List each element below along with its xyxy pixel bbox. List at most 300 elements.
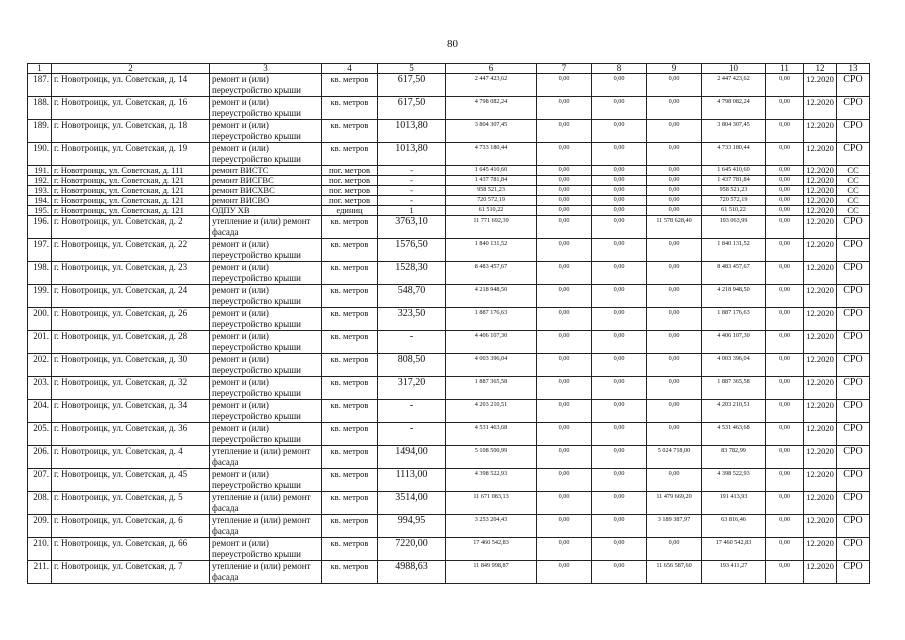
deadline-cell: 12.2020 [804,377,837,400]
subsidy-cell: 0,00 [647,400,702,423]
deadline-cell: 12.2020 [804,331,837,354]
deadline-cell: 12.2020 [804,216,837,239]
budget-cell: 0,00 [592,469,647,492]
other-funds-cell: 0,00 [766,492,804,515]
quantity-cell: - [378,196,446,206]
address-cell: г. Новотроицк, ул. Советская, д. 66 [52,538,210,561]
source-cell: СРО [837,285,870,308]
total-cost-cell: 1 887 176,63 [446,308,537,331]
column-number: 12 [804,64,837,74]
subsidy-cell: 0,00 [647,285,702,308]
fund-cell: 0,00 [537,74,592,97]
table-row [28,515,870,538]
table-row [28,561,870,584]
source-cell: СРО [837,216,870,239]
other-funds-cell: 0,00 [766,354,804,377]
total-cost-cell: 11 671 083,13 [446,492,537,515]
total-cost-cell: 17 460 542,83 [446,538,537,561]
owner-funds-cell: 958 521,23 [702,186,766,196]
budget-cell: 0,00 [592,538,647,561]
work-type-cell: ремонт и (или) переустройство крыши [210,354,322,377]
quantity-cell: 3514,00 [378,492,446,515]
source-cell: СРО [837,74,870,97]
address-cell: г. Новотроицк, ул. Советская, д. 16 [52,97,210,120]
work-type-cell: утепление и (или) ремонт фасада [210,446,322,469]
subsidy-cell: 0,00 [647,74,702,97]
source-cell: СРО [837,308,870,331]
deadline-cell: 12.2020 [804,120,837,143]
budget-cell: 0,00 [592,492,647,515]
deadline-cell: 12.2020 [804,423,837,446]
unit-cell: кв. метров [322,538,378,561]
row-number: 198. [28,262,52,285]
work-type-cell: ремонт и (или) переустройство крыши [210,400,322,423]
unit-cell: пог. метров [322,196,378,206]
total-cost-cell: 4 406 107,30 [446,331,537,354]
fund-cell: 0,00 [537,308,592,331]
row-number: 209. [28,515,52,538]
unit-cell: кв. метров [322,239,378,262]
row-number: 196. [28,216,52,239]
other-funds-cell: 0,00 [766,186,804,196]
unit-cell: кв. метров [322,331,378,354]
quantity-cell: 1113,00 [378,469,446,492]
source-cell: СС [837,166,870,176]
unit-cell: кв. метров [322,285,378,308]
total-cost-cell: 3 804 307,45 [446,120,537,143]
fund-cell: 0,00 [537,538,592,561]
unit-cell: кв. метров [322,216,378,239]
address-cell: г. Новотроицк, ул. Советская, д. 28 [52,331,210,354]
subsidy-cell: 0,00 [647,166,702,176]
row-number: 189. [28,120,52,143]
subsidy-cell: 5 024 718,00 [647,446,702,469]
total-cost-cell: 4 398 522,93 [446,469,537,492]
quantity-cell: - [378,166,446,176]
column-number: 7 [537,64,592,74]
total-cost-cell: 61 510,22 [446,206,537,216]
owner-funds-cell: 4 531 463,68 [702,423,766,446]
source-cell: СРО [837,400,870,423]
address-cell: г. Новотроицк, ул. Советская, д. 18 [52,120,210,143]
total-cost-cell: 4 003 396,04 [446,354,537,377]
other-funds-cell: 0,00 [766,120,804,143]
other-funds-cell: 0,00 [766,239,804,262]
work-type-cell: ремонт и (или) переустройство крыши [210,377,322,400]
total-cost-cell: 4 733 180,44 [446,143,537,166]
total-cost-cell: 11 771 692,39 [446,216,537,239]
table-row [28,196,870,206]
fund-cell: 0,00 [537,446,592,469]
budget-cell: 0,00 [592,446,647,469]
quantity-cell: 1494,00 [378,446,446,469]
other-funds-cell: 0,00 [766,176,804,186]
owner-funds-cell: 83 782,99 [702,446,766,469]
other-funds-cell: 0,00 [766,308,804,331]
work-type-cell: утепление и (или) ремонт фасада [210,216,322,239]
work-type-cell: утепление и (или) ремонт фасада [210,561,322,584]
address-cell: г. Новотроицк, ул. Советская, д. 4 [52,446,210,469]
address-cell: г. Новотроицк, ул. Советская, д. 22 [52,239,210,262]
quantity-cell: 1 [378,206,446,216]
row-number: 208. [28,492,52,515]
other-funds-cell: 0,00 [766,446,804,469]
quantity-cell: - [378,423,446,446]
fund-cell: 0,00 [537,515,592,538]
other-funds-cell: 0,00 [766,74,804,97]
total-cost-cell: 1 887 365,58 [446,377,537,400]
subsidy-cell: 11 479 669,20 [647,492,702,515]
deadline-cell: 12.2020 [804,239,837,262]
fund-cell: 0,00 [537,186,592,196]
source-cell: СС [837,206,870,216]
address-cell: г. Новотроицк, ул. Советская, д. 19 [52,143,210,166]
unit-cell: пог. метров [322,176,378,186]
unit-cell: кв. метров [322,143,378,166]
other-funds-cell: 0,00 [766,206,804,216]
budget-cell: 0,00 [592,423,647,446]
deadline-cell: 12.2020 [804,446,837,469]
table-row [28,423,870,446]
subsidy-cell: 11 656 587,60 [647,561,702,584]
subsidy-cell: 3 189 387,97 [647,515,702,538]
budget-cell: 0,00 [592,97,647,120]
owner-funds-cell: 4 733 180,44 [702,143,766,166]
quantity-cell: - [378,186,446,196]
budget-cell: 0,00 [592,377,647,400]
table-row [28,492,870,515]
total-cost-cell: 11 849 998,87 [446,561,537,584]
address-cell: г. Новотроицк, ул. Советская, д. 7 [52,561,210,584]
fund-cell: 0,00 [537,492,592,515]
subsidy-cell: 0,00 [647,308,702,331]
source-cell: СРО [837,492,870,515]
table-row [28,186,870,196]
column-number: 11 [766,64,804,74]
fund-cell: 0,00 [537,400,592,423]
deadline-cell: 12.2020 [804,492,837,515]
total-cost-cell: 1 840 131,52 [446,239,537,262]
source-cell: СРО [837,538,870,561]
address-cell: г. Новотроицк, ул. Советская, д. 23 [52,262,210,285]
unit-cell: кв. метров [322,400,378,423]
total-cost-cell: 5 108 500,99 [446,446,537,469]
column-number: 2 [52,64,210,74]
work-type-cell: утепление и (или) ремонт фасада [210,515,322,538]
owner-funds-cell: 4 203 210,51 [702,400,766,423]
unit-cell: кв. метров [322,97,378,120]
row-number: 195. [28,206,52,216]
total-cost-cell: 4 531 463,68 [446,423,537,446]
deadline-cell: 12.2020 [804,308,837,331]
work-type-cell: ремонт и (или) переустройство крыши [210,308,322,331]
source-cell: СРО [837,561,870,584]
row-number: 199. [28,285,52,308]
total-cost-cell: 720 572,19 [446,196,537,206]
total-cost-cell: 8 483 457,67 [446,262,537,285]
budget-cell: 0,00 [592,166,647,176]
table-row [28,377,870,400]
column-number-row [28,64,870,74]
subsidy-cell: 0,00 [647,120,702,143]
unit-cell: кв. метров [322,120,378,143]
subsidy-cell: 0,00 [647,143,702,166]
row-number: 211. [28,561,52,584]
deadline-cell: 12.2020 [804,143,837,166]
budget-cell: 0,00 [592,239,647,262]
deadline-cell: 12.2020 [804,166,837,176]
quantity-cell: 323,50 [378,308,446,331]
budget-cell: 0,00 [592,262,647,285]
address-cell: г. Новотроицк, ул. Советская, д. 14 [52,74,210,97]
row-number: 192. [28,176,52,186]
owner-funds-cell: 17 460 542,83 [702,538,766,561]
source-cell: СРО [837,120,870,143]
row-number: 210. [28,538,52,561]
subsidy-cell: 0,00 [647,97,702,120]
deadline-cell: 12.2020 [804,176,837,186]
work-type-cell: ремонт и (или) переустройство крыши [210,143,322,166]
subsidy-cell: 0,00 [647,239,702,262]
row-number: 201. [28,331,52,354]
subsidy-cell: 0,00 [647,262,702,285]
page-number: 80 [447,38,458,50]
other-funds-cell: 0,00 [766,143,804,166]
table-row [28,446,870,469]
row-number: 187. [28,74,52,97]
source-cell: СРО [837,423,870,446]
other-funds-cell: 0,00 [766,216,804,239]
address-cell: г. Новотроицк, ул. Советская, д. 24 [52,285,210,308]
column-number: 10 [702,64,766,74]
deadline-cell: 12.2020 [804,285,837,308]
source-cell: СРО [837,97,870,120]
address-cell: г. Новотроицк, ул. Советская, д. 111 [52,166,210,176]
fund-cell: 0,00 [537,166,592,176]
unit-cell: кв. метров [322,262,378,285]
table-row [28,166,870,176]
row-number: 200. [28,308,52,331]
table-row [28,143,870,166]
table-row [28,354,870,377]
source-cell: СРО [837,354,870,377]
quantity-cell: 617,50 [378,74,446,97]
table-row [28,262,870,285]
fund-cell: 0,00 [537,143,592,166]
row-number: 204. [28,400,52,423]
unit-cell: кв. метров [322,354,378,377]
total-cost-cell: 2 447 423,62 [446,74,537,97]
owner-funds-cell: 1 887 365,58 [702,377,766,400]
quantity-cell: 317,20 [378,377,446,400]
quantity-cell: - [378,400,446,423]
quantity-cell: 994,95 [378,515,446,538]
budget-cell: 0,00 [592,206,647,216]
budget-cell: 0,00 [592,196,647,206]
address-cell: г. Новотроицк, ул. Советская, д. 26 [52,308,210,331]
subsidy-cell: 0,00 [647,469,702,492]
budget-cell: 0,00 [592,515,647,538]
work-type-cell: ремонт ВИСТС [210,166,322,176]
source-cell: СРО [837,239,870,262]
unit-cell: кв. метров [322,423,378,446]
fund-cell: 0,00 [537,196,592,206]
budget-cell: 0,00 [592,143,647,166]
address-cell: г. Новотроицк, ул. Советская, д. 6 [52,515,210,538]
address-cell: г. Новотроицк, ул. Советская, д. 2 [52,216,210,239]
budget-cell: 0,00 [592,120,647,143]
subsidy-cell: 0,00 [647,331,702,354]
source-cell: СС [837,176,870,186]
column-number: 8 [592,64,647,74]
owner-funds-cell: 193 063,99 [702,216,766,239]
budget-cell: 0,00 [592,331,647,354]
owner-funds-cell: 3 804 307,45 [702,120,766,143]
subsidy-cell: 0,00 [647,538,702,561]
fund-cell: 0,00 [537,120,592,143]
fund-cell: 0,00 [537,469,592,492]
work-type-cell: ремонт и (или) переустройство крыши [210,239,322,262]
subsidy-cell: 0,00 [647,196,702,206]
table-row [28,239,870,262]
address-cell: г. Новотроицк, ул. Советская, д. 34 [52,400,210,423]
other-funds-cell: 0,00 [766,97,804,120]
fund-cell: 0,00 [537,206,592,216]
unit-cell: единиц [322,206,378,216]
other-funds-cell: 0,00 [766,400,804,423]
subsidy-cell: 0,00 [647,186,702,196]
subsidy-cell: 0,00 [647,354,702,377]
deadline-cell: 12.2020 [804,206,837,216]
deadline-cell: 12.2020 [804,196,837,206]
fund-cell: 0,00 [537,377,592,400]
total-cost-cell: 958 521,23 [446,186,537,196]
owner-funds-cell: 61 510,22 [702,206,766,216]
budget-cell: 0,00 [592,186,647,196]
total-cost-cell: 4 203 210,51 [446,400,537,423]
fund-cell: 0,00 [537,561,592,584]
row-number: 194. [28,196,52,206]
owner-funds-cell: 4 798 082,24 [702,97,766,120]
budget-cell: 0,00 [592,308,647,331]
quantity-cell: 7220,00 [378,538,446,561]
work-type-cell: утепление и (или) ремонт фасада [210,492,322,515]
owner-funds-cell: 720 572,19 [702,196,766,206]
table-row [28,176,870,186]
other-funds-cell: 0,00 [766,166,804,176]
budget-cell: 0,00 [592,285,647,308]
subsidy-cell: 0,00 [647,206,702,216]
table-row [28,97,870,120]
deadline-cell: 12.2020 [804,561,837,584]
fund-cell: 0,00 [537,176,592,186]
source-cell: СС [837,196,870,206]
source-cell: СРО [837,446,870,469]
other-funds-cell: 0,00 [766,515,804,538]
address-cell: г. Новотроицк, ул. Советская, д. 36 [52,423,210,446]
deadline-cell: 12.2020 [804,74,837,97]
row-number: 202. [28,354,52,377]
work-type-cell: ремонт ВИСХВС [210,186,322,196]
unit-cell: пог. метров [322,166,378,176]
total-cost-cell: 4 218 948,50 [446,285,537,308]
row-number: 206. [28,446,52,469]
source-cell: СРО [837,469,870,492]
other-funds-cell: 0,00 [766,538,804,561]
fund-cell: 0,00 [537,97,592,120]
fund-cell: 0,00 [537,354,592,377]
quantity-cell: 617,50 [378,97,446,120]
row-number: 191. [28,166,52,176]
other-funds-cell: 0,00 [766,285,804,308]
quantity-cell: 1013,80 [378,120,446,143]
quantity-cell: - [378,331,446,354]
deadline-cell: 12.2020 [804,538,837,561]
address-cell: г. Новотроицк, ул. Советская, д. 121 [52,176,210,186]
fund-cell: 0,00 [537,216,592,239]
unit-cell: пог. метров [322,186,378,196]
budget-cell: 0,00 [592,354,647,377]
row-number: 190. [28,143,52,166]
address-cell: г. Новотроицк, ул. Советская, д. 121 [52,186,210,196]
owner-funds-cell: 4 398 522,93 [702,469,766,492]
other-funds-cell: 0,00 [766,196,804,206]
table-row [28,400,870,423]
work-type-cell: ремонт и (или) переустройство крыши [210,120,322,143]
fund-cell: 0,00 [537,285,592,308]
source-cell: СС [837,186,870,196]
deadline-cell: 12.2020 [804,186,837,196]
owner-funds-cell: 191 413,93 [702,492,766,515]
work-type-cell: ремонт и (или) переустройство крыши [210,262,322,285]
row-number: 203. [28,377,52,400]
work-type-cell: ремонт ВИСВО [210,196,322,206]
address-cell: г. Новотроицк, ул. Советская, д. 5 [52,492,210,515]
owner-funds-cell: 1 887 176,63 [702,308,766,331]
owner-funds-cell: 2 447 423,62 [702,74,766,97]
unit-cell: кв. метров [322,377,378,400]
table-row [28,308,870,331]
quantity-cell: - [378,176,446,186]
address-cell: г. Новотроицк, ул. Советская, д. 121 [52,196,210,206]
deadline-cell: 12.2020 [804,469,837,492]
owner-funds-cell: 193 411,27 [702,561,766,584]
unit-cell: кв. метров [322,469,378,492]
column-number: 5 [378,64,446,74]
quantity-cell: 548,70 [378,285,446,308]
row-number: 188. [28,97,52,120]
owner-funds-cell: 1 840 131,52 [702,239,766,262]
budget-cell: 0,00 [592,216,647,239]
owner-funds-cell: 4 218 948,50 [702,285,766,308]
budget-cell: 0,00 [592,561,647,584]
fund-cell: 0,00 [537,423,592,446]
table-row [28,469,870,492]
source-cell: СРО [837,262,870,285]
row-number: 205. [28,423,52,446]
total-cost-cell: 1 437 781,84 [446,176,537,186]
owner-funds-cell: 63 816,46 [702,515,766,538]
other-funds-cell: 0,00 [766,423,804,446]
other-funds-cell: 0,00 [766,377,804,400]
other-funds-cell: 0,00 [766,561,804,584]
table-row [28,285,870,308]
fund-cell: 0,00 [537,239,592,262]
table-row [28,538,870,561]
quantity-cell: 4988,63 [378,561,446,584]
work-type-cell: ремонт ВИСГВС [210,176,322,186]
owner-funds-cell: 1 437 781,84 [702,176,766,186]
